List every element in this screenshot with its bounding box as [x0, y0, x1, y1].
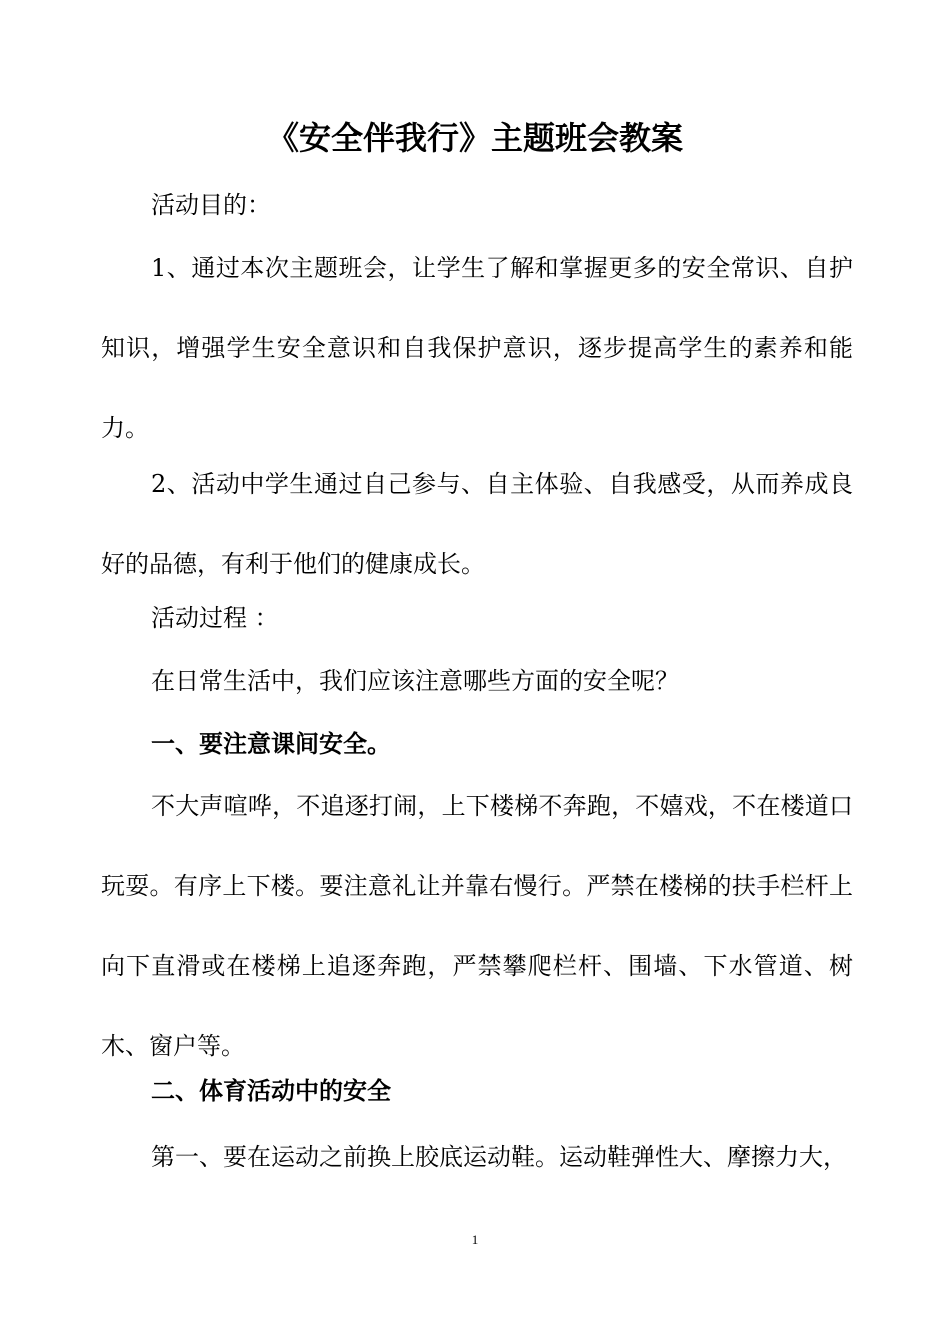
page-number: 1 — [471, 1232, 479, 1247]
section-1-heading: 一、要注意课间安全。 — [151, 730, 391, 758]
goal-paragraph-1: 1、通过本次主题班会，让学生了解和掌握更多的安全常识、自护知识，增强学生安全意识和自我保护意识，逐步提高学生的素养和能力。 — [101, 254, 853, 442]
section-2-paragraph: 第一、要在运动之前换上胶底运动鞋。运动鞋弹性大、摩擦力大， — [151, 1143, 847, 1171]
goal-paragraph-2: 2、活动中学生通过自己参与、自主体验、自我感受，从而养成良好的品德，有利于他们的健康成长。 — [101, 470, 853, 578]
question-paragraph: 在日常生活中，我们应该注意哪些方面的安全呢？ — [151, 667, 679, 695]
section-1-paragraph: 不大声喧哗，不追逐打闹，上下楼梯不奔跑，不嬉戏，不在楼道口玩耍。有序上下楼。要注意礼让并靠右慢行。严禁在楼梯的扶手栏杆上向下直滑或在楼梯上追逐奔跑，严禁攀爬栏杆、围墙、下水管道、树木、窗户等。 — [101, 792, 853, 1060]
document-title: 《安全伴我行》主题班会教案 — [266, 119, 683, 157]
section-2-heading: 二、体育活动中的安全 — [151, 1077, 391, 1105]
process-heading: 活动过程 ： — [151, 604, 279, 632]
goal-heading: 活动目的： — [151, 191, 271, 219]
